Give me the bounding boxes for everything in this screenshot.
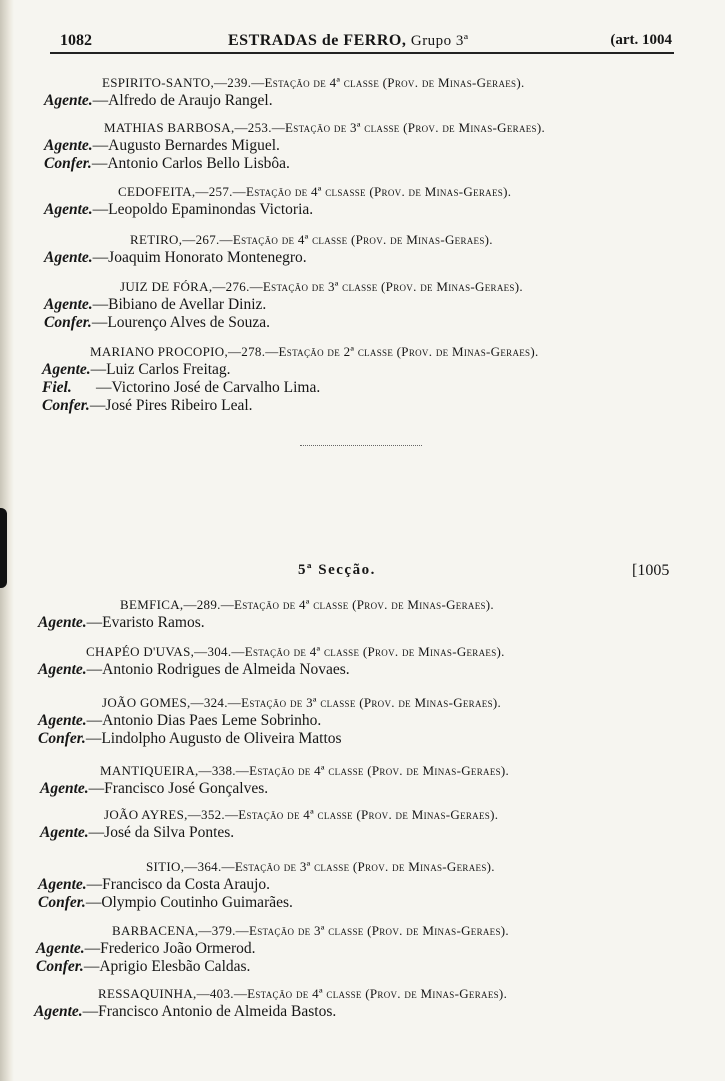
- station-line: [42, 343, 539, 361]
- staff-line: [34, 1003, 507, 1021]
- station-text: MANTIQUEIRA,—338.—Estação de 4ª classe (Prov. de Minas-Geraes).: [100, 763, 510, 778]
- staff-role: Agente.: [36, 940, 85, 957]
- staff-name: —Lindolpho Augusto de Oliveira Mattos: [85, 730, 342, 747]
- header-title: [228, 32, 469, 50]
- station-entry: [40, 806, 498, 842]
- station-entry: [40, 762, 509, 798]
- station-entry: [38, 596, 494, 632]
- staff-name: —Luiz Carlos Freitag.: [90, 361, 231, 378]
- running-header: [60, 32, 672, 54]
- station-entry: [44, 119, 545, 173]
- staff-role: Fiel.: [42, 379, 72, 396]
- station-text: CEDOFEITA,—257.—Estação de 4ª clsasse (Prov. de Minas-Geraes).: [118, 184, 512, 199]
- header-subtitle: Grupo 3ª: [410, 33, 469, 49]
- section-title: 5ª Secção.: [298, 562, 376, 578]
- header-article: (art. 1004: [610, 32, 672, 48]
- staff-name: —Antonio Carlos Bello Lisbôa.: [91, 155, 290, 172]
- staff-line: [38, 661, 505, 679]
- staff-line: [38, 730, 501, 748]
- staff-line: [44, 155, 545, 173]
- staff-name: —Frederico João Ormerod.: [84, 940, 256, 957]
- station-line: [36, 922, 509, 940]
- staff-name: —José Pires Ribeiro Leal.: [89, 397, 253, 414]
- section-divider: [300, 445, 422, 446]
- station-text: RETIRO,—267.—Estação de 4ª classe (Prov. de Minas-Geraes).: [130, 232, 493, 247]
- station-line: [38, 858, 495, 876]
- staff-line: [38, 894, 495, 912]
- page-number: 1082: [60, 32, 92, 49]
- staff-name: —Leopoldo Epaminondas Victoria.: [92, 201, 314, 218]
- staff-name: —Victorino José de Carvalho Lima.: [96, 379, 321, 396]
- staff-name: —Bibiano de Avellar Diniz.: [92, 296, 267, 313]
- staff-role: Confer.: [44, 155, 92, 172]
- station-text: CHAPÉO D'UVAS,—304.—Estação de 4ª classe (Prov. de Minas-Geraes).: [86, 644, 505, 659]
- staff-line: [44, 314, 523, 332]
- station-line: [38, 694, 501, 712]
- staff-role: Agente.: [44, 92, 93, 109]
- staff-line: [44, 249, 493, 267]
- station-line: [38, 643, 505, 661]
- staff-line: [44, 201, 511, 219]
- station-text: JUIZ DE FÓRA,—276.—Estação de 3ª classe (Prov. de Minas-Geraes).: [120, 279, 523, 294]
- staff-line: [42, 361, 539, 379]
- staff-line: [42, 379, 539, 397]
- station-entry: [34, 985, 507, 1021]
- staff-name: —Antonio Dias Paes Leme Sobrinho.: [86, 712, 322, 729]
- staff-name: —Francisco da Costa Araujo.: [86, 876, 271, 893]
- staff-role: Agente.: [38, 661, 87, 678]
- staff-role: Agente.: [44, 201, 93, 218]
- station-line: [44, 231, 493, 249]
- staff-name: —Alfredo de Araujo Rangel.: [92, 92, 273, 109]
- station-line: [34, 985, 507, 1003]
- station-entry: [38, 858, 495, 912]
- staff-line: [40, 780, 509, 798]
- station-text: MATHIAS BARBOSA,—253.—Estação de 3ª classe (Prov. de Minas-Geraes).: [104, 120, 546, 135]
- staff-role: Agente.: [44, 249, 93, 266]
- staff-role: Confer.: [44, 314, 92, 331]
- station-entry: [44, 278, 523, 332]
- staff-name: —Evaristo Ramos.: [86, 614, 205, 631]
- section-number: [1005: [632, 562, 670, 579]
- staff-role: Confer.: [38, 730, 86, 747]
- staff-line: [40, 824, 498, 842]
- staff-role: Confer.: [36, 958, 84, 975]
- station-line: [38, 596, 494, 614]
- staff-name: —Augusto Bernardes Miguel.: [92, 137, 280, 154]
- station-text: ESPIRITO-SANTO,—239.—Estação de 4ª classe (Prov. de Minas-Geraes).: [102, 75, 525, 90]
- station-entry: [36, 922, 509, 976]
- staff-line: [38, 876, 495, 894]
- staff-name: —Antonio Rodrigues de Almeida Novaes.: [86, 661, 350, 678]
- staff-line: [36, 940, 509, 958]
- station-entry: [38, 694, 501, 748]
- station-line: [44, 119, 545, 137]
- staff-role: Confer.: [42, 397, 90, 414]
- staff-line: [44, 137, 545, 155]
- station-entry: [44, 183, 511, 219]
- staff-line: [38, 712, 501, 730]
- station-line: [44, 183, 511, 201]
- station-text: JOÃO AYRES,—352.—Estação de 4ª classe (Prov. de Minas-Geraes).: [104, 807, 499, 822]
- staff-name: —Joaquim Honorato Montenegro.: [92, 249, 307, 266]
- staff-role: Agente.: [44, 296, 93, 313]
- station-line: [40, 806, 498, 824]
- staff-role: Agente.: [38, 876, 87, 893]
- station-text: JOÃO GOMES,—324.—Estação de 3ª classe (Prov. de Minas-Geraes).: [102, 695, 502, 710]
- staff-name: —Olympio Coutinho Guimarães.: [85, 894, 293, 911]
- staff-role: Confer.: [38, 894, 86, 911]
- station-text: RESSAQUINHA,—403.—Estação de 4ª classe (Prov. de Minas-Geraes).: [98, 986, 508, 1001]
- staff-role: Agente.: [38, 712, 87, 729]
- staff-line: [44, 296, 523, 314]
- station-line: [44, 74, 525, 92]
- staff-role: Agente.: [44, 137, 93, 154]
- staff-name: —Francisco José Gonçalves.: [88, 780, 269, 797]
- station-line: [44, 278, 523, 296]
- staff-role: Agente.: [38, 614, 87, 631]
- staff-line: [44, 92, 525, 110]
- station-text: SITIO,—364.—Estação de 3ª classe (Prov. de Minas-Geraes).: [146, 859, 495, 874]
- staff-line: [36, 958, 509, 976]
- staff-role: Agente.: [42, 361, 91, 378]
- station-entry: [42, 343, 539, 415]
- station-text: BARBACENA,—379.—Estação de 3ª classe (Prov. de Minas-Geraes).: [112, 923, 509, 938]
- staff-line: [38, 614, 494, 632]
- station-entry: [44, 231, 493, 267]
- staff-name: —Francisco Antonio de Almeida Bastos.: [82, 1003, 337, 1020]
- staff-line: [42, 397, 539, 415]
- staff-role: Agente.: [40, 780, 89, 797]
- station-line: [40, 762, 509, 780]
- binding-mark: [0, 508, 7, 588]
- staff-name: —Lourenço Alves de Souza.: [91, 314, 271, 331]
- staff-role: Agente.: [40, 824, 89, 841]
- staff-role: Agente.: [34, 1003, 83, 1020]
- station-entry: [44, 74, 525, 110]
- staff-name: —José da Silva Pontes.: [88, 824, 235, 841]
- station-text: BEMFICA,—289.—Estação de 4ª classe (Prov. de Minas-Geraes).: [120, 597, 494, 612]
- station-text: MARIANO PROCOPIO,—278.—Estação de 2ª classe (Prov. de Minas-Geraes).: [90, 344, 539, 359]
- header-rule: [50, 52, 674, 54]
- station-entry: [38, 643, 505, 679]
- header-title-text: ESTRADAS de FERRO,: [228, 32, 407, 49]
- staff-name: —Aprigio Elesbão Caldas.: [83, 958, 251, 975]
